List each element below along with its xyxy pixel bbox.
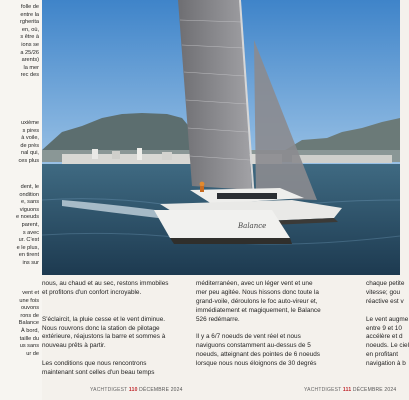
text-line: dent, le [20, 184, 39, 190]
text-line: extérieure, réajustons la barre et sommes à [42, 333, 166, 341]
left-paragraph-4 [0, 290, 42, 358]
page-number: 110 [128, 387, 138, 393]
text-line: immédiatement et magiquement, le Balance [196, 306, 321, 314]
text-line: mer peu agitée. Nous hissons donc toute la [196, 288, 319, 296]
text-line: en, où, [21, 26, 39, 33]
text-line: e noeuds [15, 214, 39, 221]
text-line: rgherita [20, 19, 39, 26]
text-line: parent, [21, 221, 39, 228]
magazine-name: YACHTDIGEST [304, 387, 342, 393]
text-line: maintenant sont celles d'un beau temps [42, 369, 155, 377]
text-column-c [366, 280, 409, 369]
text-line: À bord, [20, 327, 39, 334]
text-line: ondition [19, 191, 39, 198]
text-line: viguons [19, 206, 39, 213]
text-column-b [196, 280, 358, 369]
text-line: ur de [26, 350, 39, 357]
left-paragraph-2 [0, 120, 42, 166]
issue-date: DÉCEMBRE 2024 [352, 387, 397, 393]
text-line: ins sur [22, 259, 39, 266]
text-line: uxième [20, 120, 39, 126]
text-line: Il y a 6/7 noeuds de vent réel et nous [196, 333, 301, 341]
text-line: lorsque nous nous éloignons de 30 degrés [196, 360, 317, 368]
text-line: en tirent [18, 252, 39, 259]
text-line: s avec [22, 229, 39, 236]
text-line: s être à [20, 34, 39, 41]
text-line: noeuds. Le ciel [366, 342, 409, 350]
text-line: entre 9 et 10 [366, 324, 402, 332]
text-line: la mer [23, 64, 39, 71]
text-line: en profitant [366, 351, 398, 359]
text-line: a 25/26 [20, 49, 39, 56]
text-line: réactive est v [366, 297, 404, 305]
text-line: vitesse; gou [366, 288, 401, 296]
hull-starboard [154, 210, 290, 238]
text-line: nal qui, [20, 150, 39, 157]
text-line: Balance [18, 320, 39, 327]
text-column-a [42, 280, 189, 378]
text-line [42, 298, 189, 307]
text-line: de près [20, 142, 39, 149]
text-line: ouvons [20, 305, 39, 312]
issue-date: DÉCEMBRE 2024 [139, 387, 183, 393]
text-line: naviguons constamment au-dessus de 5 [196, 342, 311, 350]
page-footer-right [304, 387, 396, 393]
text-line: ions se [21, 41, 39, 48]
text-line: 526 redémarre. [196, 315, 240, 323]
left-paragraph-3 [0, 184, 42, 268]
text-line: taille du [19, 335, 39, 342]
magazine-name: YACHTDIGEST [90, 387, 128, 393]
left-paragraph-1 [0, 4, 42, 80]
text-line [366, 307, 400, 316]
text-line: noeuds, atteignant des pointes de 6 noeuds [196, 351, 321, 359]
text-line: rec des [20, 72, 39, 79]
hull-lettering: Balance [238, 222, 267, 230]
text-line: une fois [19, 297, 39, 304]
catamaran-photo [42, 0, 400, 275]
text-line: vent et [22, 290, 39, 296]
text-line: S'éclaircit, la pluie cesse et le vent diminue. [42, 315, 166, 323]
text-line [42, 351, 189, 360]
text-line: e, sans [20, 199, 39, 206]
left-page-column [0, 0, 42, 400]
text-line [42, 307, 189, 316]
text-line: Le vent augme [366, 315, 409, 323]
text-line: s pires [22, 127, 39, 134]
page-footer-left [90, 387, 183, 393]
text-line: nous, au chaud et au sec, restons immobiles [42, 280, 169, 287]
text-line: folle de [20, 4, 39, 10]
text-line [196, 325, 358, 334]
text-line: chaque petite [366, 280, 405, 287]
text-line: e le plus, [16, 244, 39, 251]
text-line: rons de [20, 312, 39, 319]
text-line: entre la [20, 11, 39, 18]
text-line: ur. C'est [18, 237, 39, 244]
text-line: ces plus [18, 157, 39, 164]
text-line: méditerranéen, avec un léger vent et une [196, 280, 313, 287]
text-line: nouveau prêts à partir. [42, 342, 106, 350]
text-line: grand-voile, déroulons le foc auto-vireur et, [196, 297, 318, 305]
page-number: 111 [342, 387, 352, 393]
text-line: Nous rouvrons donc la station de pilotage [42, 324, 160, 332]
text-line: arents) [21, 57, 39, 64]
text-line: à voile, [21, 135, 39, 142]
text-line: et profitons d'un confort incroyable. [42, 288, 142, 296]
text-line: accélère et d [366, 333, 403, 341]
text-line: Les conditions que nous rencontrons [42, 360, 147, 368]
text-line: navigation à b [366, 360, 406, 368]
text-line: us sans [19, 343, 39, 350]
